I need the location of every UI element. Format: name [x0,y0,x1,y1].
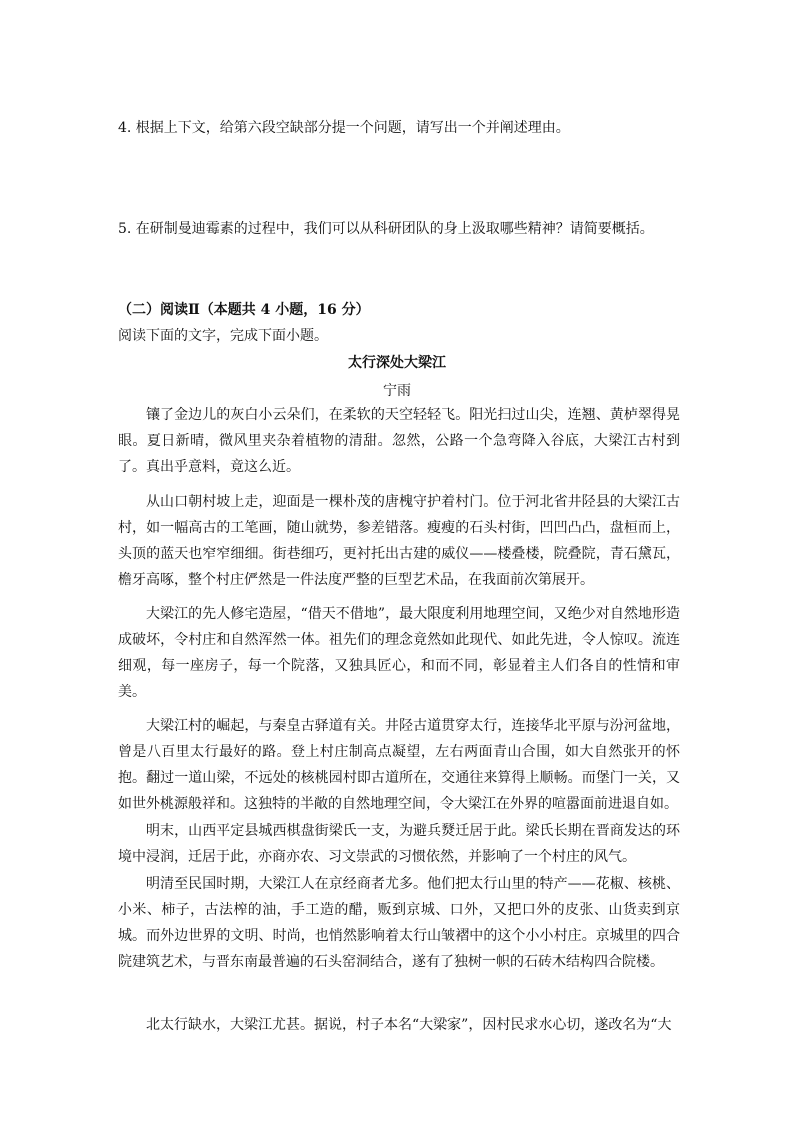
article-paragraph-2: 从山口朝村坡上走，迎面是一棵朴茂的唐槐守护着村门。位于河北省井陉县的大梁江古村，如一幅高古的工笔画，随山就势，参差错落。瘦瘦的石头村街，凹凹凸凸，盘桓而上，头顶的蓝天也窄窄细细。街巷细巧，更衬托出古建的威仪——楼叠楼，院叠院，青石黛瓦，檐牙高啄，整个村庄俨然是一件法度严整的巨型艺术品，在我面前次第展开。 [118,494,680,588]
article-paragraph-4: 大梁江村的崛起，与秦皇古驿道有关。井陉古道贯穿太行，连接华北平原与汾河盆地，曾是八百里太行最好的路。登上村庄制高点凝望，左右两面青山合围，如大自然张开的怀抱。翻过一道山梁，不远处的核桃园村即古道所在，交通往来算得上顺畅。而堡门一关，又如世外桃源般祥和。这独特的半敞的自然地理空间，令大梁江在外界的喧嚣面前进退自如。 [118,718,680,812]
article-paragraph-1: 镶了金边儿的灰白小云朵们，在柔软的天空轻轻飞。阳光扫过山尖，连翘、黄栌翠得晃眼。夏日新晴，微风里夹杂着植物的清甜。忽然，公路一个急弯降入谷底，大梁江古村到了。真出乎意料，竟这么近。 [118,407,680,475]
reading-instruction: 阅读下面的文字，完成下面小题。 [118,328,328,344]
question-5: 5. 在研制曼迪霉素的过程中，我们可以从科研团队的身上汲取哪些精神？请简要概括。 [118,221,654,237]
article-paragraph-7: 北太行缺水，大梁江尤甚。据说，村子本名“大梁家”，因村民求水心切，遂改名为“大 [146,1017,672,1033]
question-4: 4. 根据上下文，给第六段空缺部分提一个问题，请写出一个并阐述理由。 [118,120,570,136]
article-paragraph-3: 大梁江的先人修宅造屋，“借天不借地”，最大限度利用地理空间，又绝少对自然地形造成破坏，令村庄和自然浑然一体。祖先们的理念竟然如此现代、如此先进，令人惊叹。流连细观，每一座房子，每一个院落，又独具匠心，和而不同，彰显着主人们各自的性情和审美。 [118,606,680,700]
article-paragraph-5: 明末，山西平定县城西棋盘街梁氏一支，为避兵燹迁居于此。梁氏长期在晋商发达的环境中浸润，迁居于此，亦商亦农、习文崇武的习惯依然，并影响了一个村庄的风气。 [118,823,680,865]
article-paragraph-6: 明清至民国时期，大梁江人在京经商者尤多。他们把太行山里的特产——花椒、核桃、小米、柿子，古法榨的油，手工造的醋，贩到京城、口外，又把口外的皮张、山货卖到京城。而外边世界的文明、时尚，也悄然影响着太行山皱褶中的这个小小村庄。京城里的四合院建筑艺术，与晋东南最普遍的石头窑洞结合，遂有了独树一帜的石砖木结构四合院楼。 [118,876,680,970]
article-title: 太行深处大梁江 [348,355,446,371]
section-header: （二）阅读Ⅱ（本题共 4 小题，16 分） [118,302,370,318]
article-author: 宁雨 [383,383,411,399]
